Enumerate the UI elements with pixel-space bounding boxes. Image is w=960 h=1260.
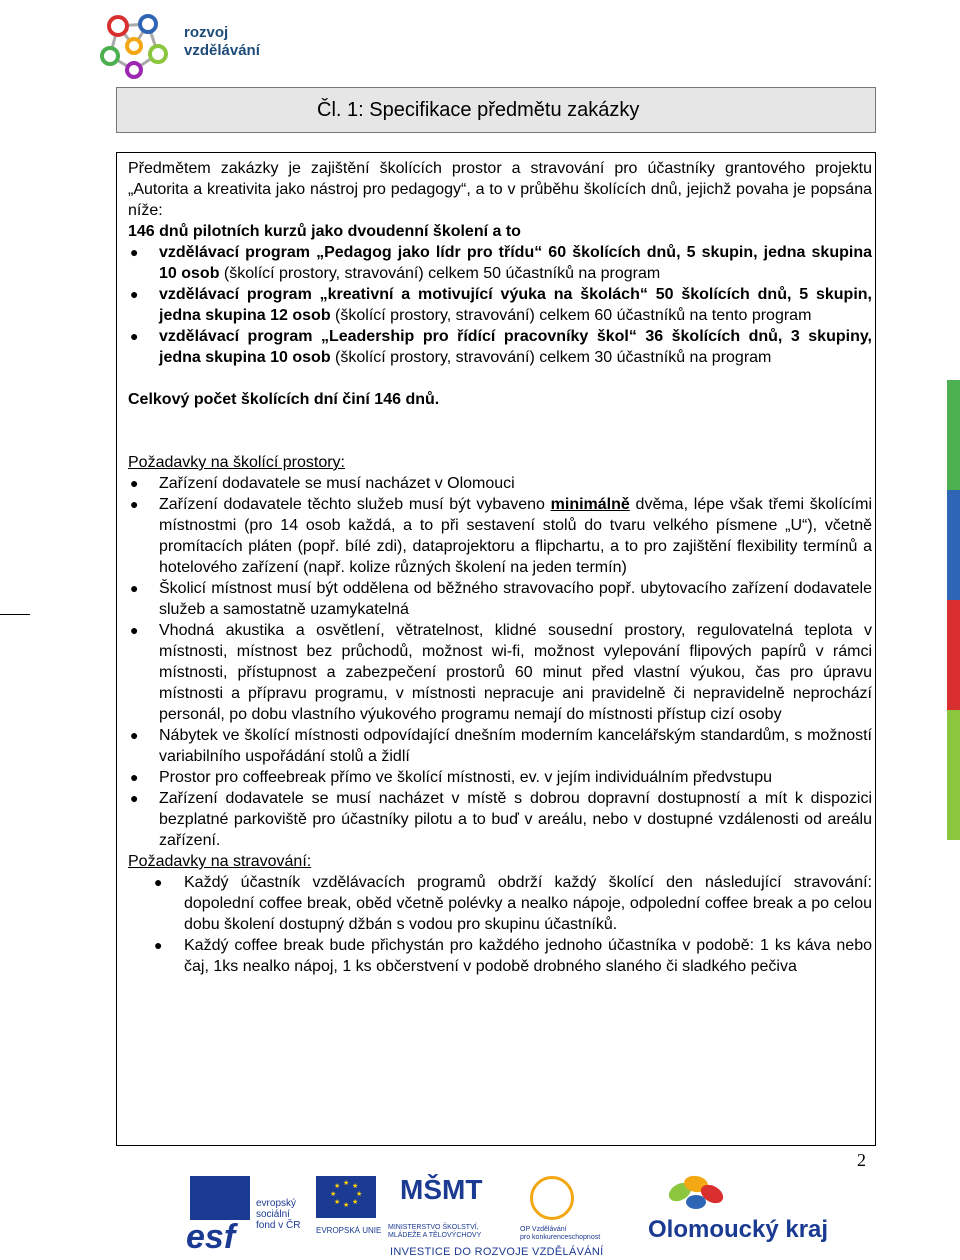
svg-text:★: ★ — [356, 1190, 363, 1198]
program-item — [128, 284, 872, 326]
side-color-bar — [947, 600, 960, 710]
esf-sub-line: fond v ČR — [256, 1220, 301, 1231]
catering-text: Každý účastník vzdělávacích programů obdrží každý školící den následující stravování: dopolední coffee break, oběd včetně polévky a nealko nápoje, odpolední coffee break a po celou dobu školení dostupný džbán s vodou pro skupinu účastníků. — [184, 874, 872, 933]
bullet-icon: ● — [130, 790, 139, 806]
program-list — [128, 242, 872, 368]
olomoucky-kraj-label: Olomoucký kraj — [648, 1216, 829, 1243]
svg-text:★: ★ — [334, 1198, 341, 1206]
esf-sub-line: evropský — [256, 1198, 297, 1209]
training-list — [128, 473, 872, 851]
op-subtitle — [520, 1226, 600, 1242]
catering-text: Každý coffee break bude přichystán pro každého jednoho účastníka v podobě: 1 ks káva nebo čaj, 1ks nealko nápoj, 1 ks občerstvení v podobě drobného slaného či sladkého pečiva — [184, 937, 872, 975]
training-item — [128, 620, 872, 725]
program-rest: (školící prostory, stravování) celkem 60 účastníků na tento program — [330, 307, 812, 324]
rozvoj-vzdelavani-logo — [88, 6, 288, 82]
footer-logos — [0, 1170, 960, 1260]
eu-label: EVROPSKÁ UNIE — [316, 1226, 382, 1235]
training-item — [128, 725, 872, 767]
msmt-logo: MŠMT — [400, 1174, 483, 1205]
svg-text:★: ★ — [330, 1190, 337, 1198]
esf-flag-icon — [190, 1176, 250, 1220]
msmt-sub-line: MINISTERSTVO ŠKOLSTVÍ, — [388, 1224, 479, 1231]
training-item — [128, 494, 872, 578]
esf-subtitle — [256, 1198, 300, 1231]
svg-text:★: ★ — [334, 1182, 341, 1190]
side-color-bar — [947, 490, 960, 600]
catering-list — [128, 872, 872, 977]
network-logo-icon — [88, 6, 180, 82]
margin-dash — [0, 614, 30, 615]
msmt-subtitle — [388, 1224, 481, 1240]
svg-text:★: ★ — [343, 1179, 350, 1187]
training-text: Nábytek ve školící místnosti odpovídající dnešním moderním kancelářským standardům, s možností variabilního uspořádání stolů a židlí — [159, 727, 872, 765]
bullet-icon: ● — [130, 475, 139, 491]
training-heading: Požadavky na školící prostory: — [128, 454, 345, 471]
bullet-icon: ● — [154, 937, 163, 953]
training-text: Zařízení dodavatele se musí nacházet v Olomouci — [159, 475, 515, 492]
program-rest: (školící prostory, stravování) celkem 30 účastníků na program — [330, 349, 772, 366]
eu-flag-icon — [316, 1176, 376, 1218]
side-color-bar — [947, 380, 960, 490]
svg-text:★: ★ — [352, 1182, 359, 1190]
program-item — [128, 242, 872, 284]
training-text: Školicí místnost musí být oddělena od běžného stravovacího popř. ubytovacího zařízení dodavatele služeb a samostatně uzamykatelná — [159, 580, 872, 618]
investice-slogan: INVESTICE DO ROZVOJE VZDĚLÁVÁNÍ — [390, 1246, 604, 1258]
svg-text:★: ★ — [352, 1198, 359, 1206]
training-text: Vhodná akustika a osvětlení, větratelnost, klidné sousední prostory, regulovatelná teplota v místnosti, místnost bez průchodů, možnost wi-fi, možnost vylepování flipových papírů v rámci místnosti, přístupnost a zabezpečení prostorů 60 minut před vlastní výukou, čas pro úpravu místnosti a přípravu programu, v místnosti nepracuje ani pravidelně či nepravidelně neprochází personál, po dobu vlastního výukového programu nemají do místnosti přístup cizí osoby — [159, 622, 872, 723]
emphasis-minimalne: minimálně — [550, 496, 630, 513]
training-text: Zařízení dodavatele se musí nacházet v místě s dobrou dopravní dostupností a mít k dispozici bezplatné parkoviště pro účastníky pilotu a to buď v areálu, nebo v dostupné vzdálenosti od areálu zařízení. — [159, 790, 872, 849]
program-bold: vzdělávací program „kreativní a motivující výuka na školách“ 50 školících dnů, 5 skupin, jedna skupina 12 osob — [159, 286, 872, 324]
catering-item — [128, 935, 872, 977]
bullet-icon: ● — [154, 874, 163, 890]
bullet-icon: ● — [130, 286, 139, 302]
bullet-icon: ● — [130, 328, 139, 344]
training-item — [128, 767, 872, 788]
content — [128, 158, 872, 977]
op-sub-line: OP Vzdělávání — [520, 1226, 567, 1233]
training-text: Prostor pro coffeebreak přímo ve školící místnosti, ev. v jejím individuálním předvstupu — [159, 769, 772, 786]
training-text: dvěma, lépe však třemi školícími místnostmi (pro 14 osob každá, a to při sestavení stolů do tvaru velkého písmene „U“), včetně promítacích pláten (popř. bílé zdi), dataprojektoru a flipchartu, a to pro zajištění flexibility termínů a hotelového zařízení (např. kolize různých školení na jeden termín) — [159, 496, 873, 576]
training-item — [128, 473, 872, 494]
training-item — [128, 788, 872, 851]
esf-logo: esf — [186, 1218, 236, 1256]
esf-sub-line: sociální — [256, 1209, 290, 1220]
op-logo-icon — [530, 1176, 574, 1220]
catering-item — [128, 872, 872, 935]
bullet-icon: ● — [130, 727, 139, 743]
op-sub-line: pro konkurenceschopnost — [520, 1234, 601, 1241]
bullet-icon: ● — [130, 622, 139, 638]
training-text: Zařízení dodavatele těchto služeb musí být vybaveno — [159, 496, 551, 513]
program-item — [128, 326, 872, 368]
logo-line-1: rozvoj — [184, 24, 229, 41]
training-item — [128, 578, 872, 620]
svg-text:★: ★ — [343, 1201, 350, 1209]
program-rest: (školící prostory, stravování) celkem 50 účastníků na program — [219, 265, 661, 282]
intro-paragraph: Předmětem zakázky je zajištění školících prostor a stravování pro účastníky grantového projektu „Autorita a kreativita jako nástroj pro pedagogy“, a to v průběhu školících dnů, jejichž povaha je popsána níže: — [128, 160, 872, 219]
bullet-icon: ● — [130, 769, 139, 785]
summary-line: 146 dnů pilotních kurzů jako dvoudenní školení a to — [128, 223, 521, 240]
side-color-bar — [947, 710, 960, 840]
logo-line-2: vzdělávání — [184, 42, 260, 59]
olomoucky-kraj-leaf-icon — [660, 1170, 730, 1216]
msmt-sub-line: MLÁDEŽE A TĚLOVÝCHOVY — [388, 1232, 482, 1239]
bullet-icon: ● — [130, 496, 139, 512]
page-number: 2 — [857, 1150, 866, 1170]
bullet-icon: ● — [130, 580, 139, 596]
program-bold: vzdělávací program „Leadership pro řídící pracovníky škol“ 36 školících dnů, 3 skupiny, jedna skupina 10 osob — [159, 328, 872, 366]
program-bold: vzdělávací program „Pedagog jako lídr pro třídu“ 60 školících dnů, 5 skupin, jedna skupina 10 osob — [159, 244, 872, 282]
catering-heading: Požadavky na stravování: — [128, 853, 312, 870]
article-title: Čl. 1: Specifikace předmětu zakázky — [116, 87, 876, 133]
bullet-icon: ● — [130, 244, 139, 260]
total-days: Celkový počet školících dní činí 146 dnů. — [128, 391, 440, 408]
